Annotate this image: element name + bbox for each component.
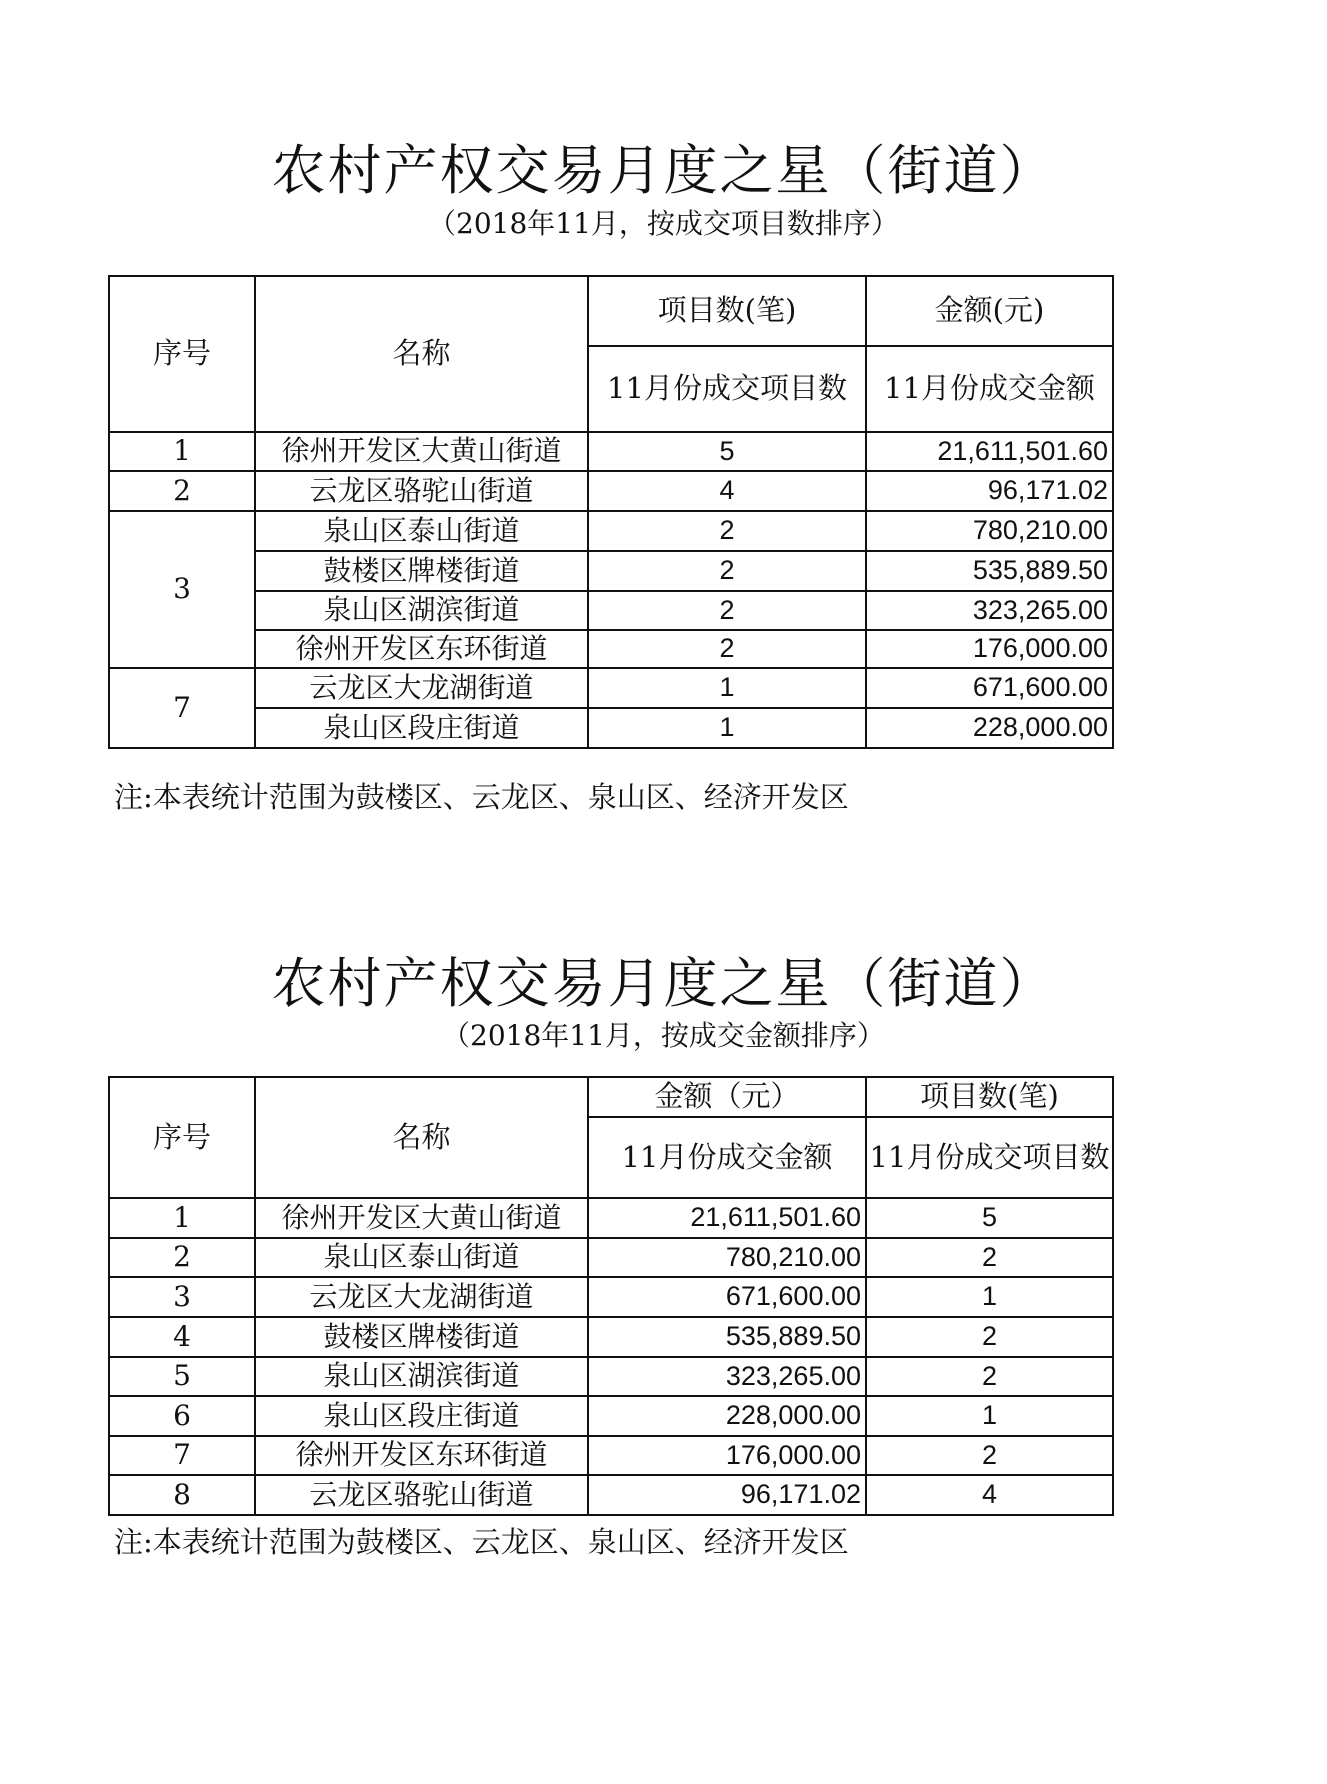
rank-cell: 3 — [109, 1277, 255, 1317]
table-row — [109, 1277, 1113, 1317]
report-subtitle-by-count: （2018年11月，按成交项目数排序） — [428, 207, 899, 240]
amount-cell: 535,889.50 — [866, 551, 1113, 591]
count-cell: 2 — [866, 1357, 1113, 1396]
count-cell: 5 — [588, 432, 866, 471]
count-cell: 2 — [588, 551, 866, 591]
report-subtitle-by-amount: （2018年11月，按成交金额排序） — [442, 1019, 885, 1052]
amount-cell: 671,600.00 — [866, 668, 1113, 708]
amount-cell: 96,171.02 — [866, 471, 1113, 511]
count-cell: 2 — [866, 1317, 1113, 1357]
name-cell: 泉山区湖滨街道 — [255, 1357, 588, 1396]
name-cell: 徐州开发区大黄山街道 — [255, 432, 588, 471]
amount-cell: 228,000.00 — [866, 708, 1113, 748]
header-name: 名称 — [255, 1077, 588, 1198]
table-row — [109, 1436, 1113, 1475]
amount-cell: 176,000.00 — [866, 630, 1113, 668]
rank-cell: 7 — [109, 1436, 255, 1475]
name-cell: 徐州开发区大黄山街道 — [255, 1198, 588, 1238]
table-note-by-amount: 注:本表统计范围为鼓楼区、云龙区、泉山区、经济开发区 — [114, 1525, 849, 1559]
header-name: 名称 — [255, 276, 588, 432]
header-amount-sub: 11月份成交金额 — [588, 1117, 866, 1198]
name-cell: 泉山区段庄街道 — [255, 1396, 588, 1436]
amount-cell: 228,000.00 — [588, 1396, 866, 1436]
header-rank: 序号 — [109, 276, 255, 432]
table-row — [109, 551, 1113, 591]
amount-cell: 780,210.00 — [866, 511, 1113, 551]
count-cell: 2 — [588, 511, 866, 551]
name-cell: 云龙区大龙湖街道 — [255, 1277, 588, 1317]
header-count-group: 项目数(笔) — [588, 276, 866, 346]
table-row — [109, 471, 1113, 511]
count-cell: 1 — [866, 1396, 1113, 1436]
name-cell: 徐州开发区东环街道 — [255, 1436, 588, 1475]
name-cell: 云龙区大龙湖街道 — [255, 668, 588, 708]
count-cell: 1 — [588, 668, 866, 708]
amount-cell: 323,265.00 — [866, 591, 1113, 630]
amount-cell: 671,600.00 — [588, 1277, 866, 1317]
count-cell: 2 — [588, 591, 866, 630]
table-row — [109, 1357, 1113, 1396]
table-row — [109, 432, 1113, 471]
name-cell: 泉山区泰山街道 — [255, 511, 588, 551]
table-row — [109, 668, 1113, 708]
table-row — [109, 1238, 1113, 1277]
name-cell: 鼓楼区牌楼街道 — [255, 1317, 588, 1357]
table-row — [109, 1317, 1113, 1357]
rank-cell: 3 — [109, 511, 255, 668]
amount-cell: 535,889.50 — [588, 1317, 866, 1357]
header-count-sub: 11月份成交项目数 — [866, 1117, 1113, 1198]
table-row — [109, 1198, 1113, 1238]
name-cell: 徐州开发区东环街道 — [255, 630, 588, 668]
name-cell: 云龙区骆驼山街道 — [255, 1475, 588, 1515]
amount-cell: 323,265.00 — [588, 1357, 866, 1396]
amount-cell: 176,000.00 — [588, 1436, 866, 1475]
count-cell: 4 — [588, 471, 866, 511]
rank-cell: 2 — [109, 1238, 255, 1277]
table-note-by-count: 注:本表统计范围为鼓楼区、云龙区、泉山区、经济开发区 — [114, 780, 849, 814]
header-count-sub: 11月份成交项目数 — [588, 346, 866, 432]
name-cell: 泉山区泰山街道 — [255, 1238, 588, 1277]
table-row — [109, 511, 1113, 551]
rank-cell: 5 — [109, 1357, 255, 1396]
rank-cell: 1 — [109, 1198, 255, 1238]
count-cell: 1 — [866, 1277, 1113, 1317]
table-row — [109, 1396, 1113, 1436]
count-cell: 5 — [866, 1198, 1113, 1238]
count-cell: 2 — [588, 630, 866, 668]
table-by-amount — [108, 1076, 1114, 1516]
rank-cell: 8 — [109, 1475, 255, 1515]
name-cell: 泉山区段庄街道 — [255, 708, 588, 748]
header-rank: 序号 — [109, 1077, 255, 1198]
header-amount-group: 金额（元） — [588, 1077, 866, 1117]
header-count-group: 项目数(笔) — [866, 1077, 1113, 1117]
table-row — [109, 591, 1113, 630]
report-title-by-count: 农村产权交易月度之星（街道） — [271, 139, 1056, 202]
name-cell: 泉山区湖滨街道 — [255, 591, 588, 630]
name-cell: 鼓楼区牌楼街道 — [255, 551, 588, 591]
count-cell: 4 — [866, 1475, 1113, 1515]
header-amount-sub: 11月份成交金额 — [866, 346, 1113, 432]
report-title-by-amount: 农村产权交易月度之星（街道） — [271, 952, 1056, 1015]
name-cell: 云龙区骆驼山街道 — [255, 471, 588, 511]
header-amount-group: 金额(元) — [866, 276, 1113, 346]
count-cell: 2 — [866, 1436, 1113, 1475]
rank-cell: 1 — [109, 432, 255, 471]
amount-cell: 96,171.02 — [588, 1475, 866, 1515]
count-cell: 2 — [866, 1238, 1113, 1277]
amount-cell: 780,210.00 — [588, 1238, 866, 1277]
table-row — [109, 708, 1113, 748]
amount-cell: 21,611,501.60 — [588, 1198, 866, 1238]
rank-cell: 2 — [109, 471, 255, 511]
amount-cell: 21,611,501.60 — [866, 432, 1113, 471]
table-row — [109, 630, 1113, 668]
rank-cell: 6 — [109, 1396, 255, 1436]
rank-cell: 7 — [109, 668, 255, 748]
table-row — [109, 1475, 1113, 1515]
table-by-count — [108, 275, 1114, 749]
rank-cell: 4 — [109, 1317, 255, 1357]
count-cell: 1 — [588, 708, 866, 748]
